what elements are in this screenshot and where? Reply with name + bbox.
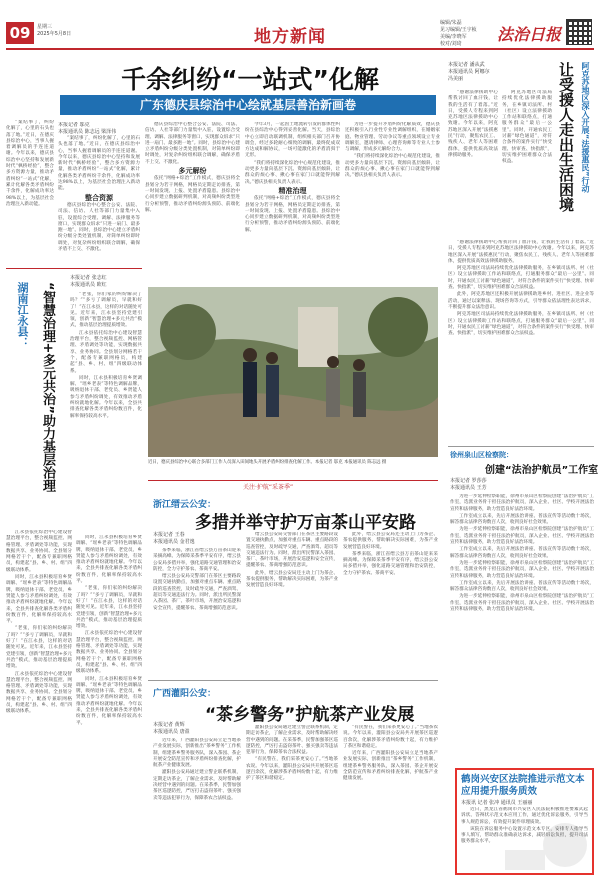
focus-story2-col-2 <box>246 725 338 875</box>
focus-story1-col-3 <box>343 532 438 676</box>
left-col-text <box>6 120 54 260</box>
paragraph: “案结事了，纠纷化解了，心里的石头也落了地。”近日，在德庆县综治中心，当事人握着调解员的手连连道谢。今年以来，德庆县综治中心坚持和发展新时代“枫桥经验”，整合多方资源力量，推动矛盾纠纷“一站式”化解，累计化解各类矛盾纠纷千余件，化解成功率达98%以上，为基层社会治理注入新动能。 <box>6 120 54 207</box>
editor-line: 编辑/朱磊 <box>440 20 462 26</box>
byline: 本报记者 罗莎莎 <box>450 478 487 484</box>
news-photo <box>148 287 438 457</box>
main-story-col-2 <box>145 122 240 282</box>
focus-story1-bylines <box>153 532 203 546</box>
main-story-col-4 <box>345 122 440 282</box>
focus-story2-col-1 <box>153 738 241 875</box>
page-date <box>37 24 71 38</box>
paragraph: 依托“网格+综治”工作模式，德庆县将全县划分为若干网格，网格员定期走访排查，第一时间发现、上报、处置矛盾隐患。县综治中心同步建立数据研判机制，对高频纠纷类型进行分析预警，推动矛盾纠纷源头预防、前端化解。 <box>145 176 240 213</box>
focus-story1-col-1 <box>153 548 241 676</box>
qr-code-icon <box>566 19 592 45</box>
subhead: 精准治理 <box>278 186 307 195</box>
editor-line: 校对/刘琦 <box>440 41 462 47</box>
byline: 本报通讯员 金君逸 <box>153 539 195 545</box>
paragraph: 灌阳县公安局通过建立警企联系机制，定期走访茶企，了解企业需求，及时帮助解决经营中遇到的问题。在采茶季，民警加强茶区巡逻防控，严厉打击盗窃茶叶、强买强卖等违法犯罪行为，保障茶农合法权益。 <box>153 770 241 801</box>
main-story-col-3 <box>245 122 340 282</box>
paragraph: “有民警在，我们采茶更安心了。”当地茶农说。今年以来，灌阳县公安局共开展茶区巡逻百余次，化解涉茶矛盾纠纷数十起，有力维护了茶区和谐稳定。 <box>343 725 438 749</box>
paragraph: 茶季来临，浙江省缙云县万亩茶山迎来采摘高峰。为保障采茶季平安有序，缙云县公安局多措并举，强化道路交通管理和治安防控，全力守护茶农、茶商平安。 <box>153 548 241 572</box>
left-story-col-c <box>76 535 142 875</box>
paragraph: 此外，缙云县公安局还主动上门为茶企、茶农提供服务，帮助解决实际困难，为茶产业发展营造良好环境。 <box>246 570 338 589</box>
photo-caption: 近日，德庆县综治中心联合多部门工作人员深入田间地头开展矛盾纠纷排查化解工作。本报记者 邬克 本报通讯员 陈志远 摄 <box>148 460 387 465</box>
right-story2-bylines <box>450 478 590 492</box>
paragraph: 江永县依托综治中心建设智慧治理平台，整合视频监控、网格管理、矛盾调处等功能，实现数据共享、业务协同。全县划分网格若干个，配备专兼职网格员，构建起“县、乡、村、组”四级联动体系。 <box>6 530 72 573</box>
right-story-col-c <box>448 240 594 440</box>
paragraph: “我们将持续深化综治中心规范化建设，推动更多力量向基层下沉、资源向基层倾斜，让群众的烦心事、揪心事在家门口就能得到解决。”德庆县相关负责人表示。 <box>345 154 440 179</box>
decorative-watermark-icon <box>495 815 590 875</box>
paragraph: 为进一步延伸检察职能，徐州市泉山区检察院创建“法治护航员”工作室，选派业务骨干担任法治护航员，深入企业、社区、学校开展法治宣传和法律服务，助力营造良好法治环境。 <box>450 527 594 546</box>
paragraph: 该院在诉讼服务中心设置示范文本专区，安排专人指导当事人填写，帮助群众准确表达诉求，减轻诉讼负担，提升司法服务群众水平。 <box>461 826 588 845</box>
paragraph: “老张，你们家的纠纷解决了吗？”“多亏了调解员，早就和好了！”在江永县，这样的对话随处可见。近年来，江永县坚持党建引领，创新“智慧治理+多元共治”模式，推动基层治理提质增效。 <box>70 292 142 329</box>
byline: 本报通讯员 王芳 <box>450 485 487 491</box>
right-story2-body <box>450 494 594 762</box>
header-rule <box>6 48 594 50</box>
paragraph: “案结事了，纠纷化解了，心里的石头也落了地。”近日，在德庆县综治中心，当事人握着调解员的手连连道谢。今年以来，德庆县综治中心坚持和发展新时代“枫桥经验”，整合多方资源力量，推动矛盾纠纷“一站式”化解，累计化解各类矛盾纠纷千余件，化解成功率达98%以上，为基层社会治理注入新动能。 <box>58 136 140 192</box>
editors-list <box>440 20 477 48</box>
byline: 本报通讯员 唐盈 <box>153 729 190 735</box>
paragraph: 灌阳县公安局通过建立警企联系机制，定期走访茶企，了解企业需求，及时帮助解决经营中遇到的问题。在采茶季，民警加强茶区巡逻防控，严厉打击盗窃茶叶、强买强卖等违法犯罪行为，保障茶农合法权益。 <box>246 725 338 756</box>
paragraph: 德庆县综治中心整合公安、法院、司法、信访、人社等部门力量集中入驻，设置综合受理、调解、法律服务等窗口，实现群众诉求“只进一扇门、最多跑一地”。同时，县综治中心建立矛盾纠纷分级分类处置机制，对简单纠纷即时调处，对复杂纠纷组织联合调解，确保矛盾不上交、不激化。 <box>145 122 240 165</box>
paragraph: 缙云县公安局交警部门在茶区主要路段设置交通执勤点，加强对重点车辆、重点路段的巡查管控，及时疏导交通，严查酒驾、超员等交通违法行为。同时，派出所民警深入茶园、茶厂、茶叶市场，开展治安巡逻和安全宣传，提醒茶农、茶商增强防范意识。 <box>153 574 241 611</box>
main-headline: 千余纠纷“一站式”化解 <box>121 65 379 94</box>
byline: 本报记者 黄辉 <box>153 722 185 728</box>
focus-section-bar <box>148 480 438 492</box>
byline: 本报记者 张志红 <box>70 275 107 281</box>
paragraph: 同时，江永县积极培育乡贤调解、“瑶乡老表”等特色调解品牌，吸纳退休干部、老党员、乡贤能人参与矛盾纠纷调处，有效推动矛盾纠纷就地化解。今年以来，全县共排查化解各类矛盾纠纷数百件，化解率保持较高水平。 <box>70 375 142 419</box>
paragraph: 为进一步延伸检察职能，徐州市泉山区检察院创建“法治护航员”工作室，选派业务骨干担任法治护航员，深入企业、社区、学校开展法治宣传和法律服务，助力营造良好法治环境。 <box>450 594 594 613</box>
section-divider <box>148 680 438 681</box>
paragraph: “感谢法律援助中心帮我讨回了血汗钱，让我的生活有了着落。”近日，受援人专程来到阿克苏地区法律援助中心致谢。今年以来，阿克苏地区深入开展“法援惠民”行动，聚焦农民工、残疾人、老年人等困难群体，提供优质高效法律援助服务。 <box>448 90 498 158</box>
highlighted-story-byline: 本报讯 记者 张冲 通讯员 王丽丽 <box>461 800 533 806</box>
main-story-col-1 <box>58 122 140 270</box>
section-divider <box>448 446 594 447</box>
right-story-col-b <box>502 90 552 235</box>
photo-illustration <box>148 287 438 457</box>
page-number: 09 <box>6 22 34 44</box>
focus-label: 关注·护航“采茶季” <box>243 484 294 491</box>
section-title: 地方新闻 <box>254 27 326 47</box>
focus-story2-kicker: 广西灌阳公安： <box>153 689 217 699</box>
paragraph: 近日，黑龙江省鹤岗市兴安区人民法院积极推进要素式起诉状、答辩状示范文本应用工作，通过优化诉讼服务，引导当事人规范诉讼，有效提升案件审理质效。 <box>461 807 588 825</box>
paragraph: 为进一步提升矛盾纠纷化解质效，德庆县还积极引入行业性专业性调解组织，在婚姻家庭、物业管理、劳动争议等重点领域设立专业调解室，邀请律师、心理咨询师等专业人士参与调解，形成多元解纷合力。 <box>345 122 440 153</box>
focus-story1-col-2 <box>246 532 338 676</box>
section-divider <box>6 268 142 269</box>
right-story-col-a <box>448 90 498 235</box>
paragraph: 今年3月，一起因土地流转引发的群体性纠纷在县综治中心得到妥善化解。当天，县综治中心立即启动联调机制，组织相关部门召开协调会，经过多轮耐心细致的调解，最终促成双方达成和解协议，一场可能激化的矛盾消弭于无形。 <box>245 122 340 159</box>
paragraph: 阿克苏地区司法局持续优化法律援助服务，在乡镇司法所、村（社区）设立法律援助工作站和联络点，打通服务群众“最后一公里”。同时，开通农民工讨薪“绿色通道”，对符合条件的案件实行“快受理、快审查、快指派”，切实维护困难群众合法权益。 <box>448 266 594 291</box>
paragraph: 为进一步延伸检察职能，徐州市泉山区检察院创建“法治护航员”工作室，选派业务骨干担任法治护航员，深入企业、社区、学校开展法治宣传和法律服务，助力营造良好法治环境。 <box>450 494 594 512</box>
paragraph: 工作室成立以来，先后开展法治讲座、普法宣传等活动数十场次，解答群众法律咨询数百人次，收到良好社会效果。 <box>450 513 594 526</box>
right-story2-title: 创建“法治护航员”工作室 <box>485 465 599 476</box>
paragraph: “老张，你们家的纠纷解决了吗？”“多亏了调解员，早就和好了！”在江永县，这样的对话随处可见。近年来，江永县坚持党建引领，创新“智慧治理+多元共治”模式，推动基层治理提质增效。 <box>6 626 72 670</box>
main-subheadline: 广东德庆县综治中心绘就基层善治新画卷 <box>60 95 436 115</box>
paragraph: “老张，你们家的纠纷解决了吗？”“多亏了调解员，早就和好了！”在江永县，这样的对话随处可见。近年来，江永县坚持党建引领，创新“智慧治理+多元共治”模式，推动基层治理提质增效。 <box>76 586 142 630</box>
paragraph: 江永县依托综治中心建设智慧治理平台，整合视频监控、网格管理、矛盾调处等功能，实现数据共享、业务协同。全县划分网格若干个，配备专兼职网格员，构建起“县、乡、村、组”四级联动体系。 <box>70 330 142 374</box>
paragraph: “有民警在，我们采茶更安心了。”当地茶农说。今年以来，灌阳县公安局共开展茶区巡逻百余次，化解涉茶矛盾纠纷数十起，有力维护了茶区和谐稳定。 <box>246 757 338 782</box>
paragraph: 江永县依托综治中心建设智慧治理平台，整合视频监控、网格管理、矛盾调处等功能，实现数据共享、业务协同。全县划分网格若干个，配备专兼职网格员，构建起“县、乡、村、组”四级联动体系。 <box>6 671 72 715</box>
subhead: 整合资源 <box>85 193 113 202</box>
paragraph: 缙云县公安局交警部门在茶区主要路段设置交通执勤点，加强对重点车辆、重点路段的巡查管控，及时疏导交通，严查酒驾、超员等交通违法行为。同时，派出所民警深入茶园、茶厂、茶叶市场，开展治安巡逻和安全宣传，提醒茶农、茶商增强防范意识。 <box>246 532 338 569</box>
byline: 冯美丽 <box>448 76 464 82</box>
focus-story2-bylines <box>153 722 203 736</box>
paragraph: “感谢法律援助中心帮我讨回了血汗钱，让我的生活有了着落。”近日，受援人专程来到阿克苏地区法律援助中心致谢。今年以来，阿克苏地区深入开展“法援惠民”行动，聚焦农民工、残疾人、老年人等困难群体，提供优质高效法律援助服务。 <box>448 240 594 264</box>
paragraph: 此外，缙云县公安局还主动上门为茶企、茶农提供服务，帮助解决实际困难，为茶产业发展营造良好环境。 <box>343 532 438 550</box>
paragraph: 阿克苏地区司法局持续优化法律援助服务，在乡镇司法所、村（社区）设立法律援助工作站和联络点，打通服务群众“最后一公里”。同时，开通农民工讨薪“绿色通道”，对符合条件的案件实行“快受理、快审查、快指派”，切实维护困难群众合法权益。 <box>502 90 552 165</box>
left-story-title-1: 湖南江永县： <box>16 282 29 348</box>
paragraph: 为进一步延伸检察职能，徐州市泉山区检察院创建“法治护航员”工作室，选派业务骨干担任法治护航员，深入企业、社区、学校开展法治宣传和法律服务，助力营造良好法治环境。 <box>450 560 594 579</box>
paragraph: 同时，江永县积极培育乡贤调解、“瑶乡老表”等特色调解品牌，吸纳退休干部、老党员、乡贤能人参与矛盾纠纷调处，有效推动矛盾纠纷就地化解。今年以来，全县共排查化解各类矛盾纠纷数百件，化解率保持较高水平。 <box>76 535 142 585</box>
editor-line: 见习编辑/王宇桢 <box>440 27 477 33</box>
paragraph: 茶季来临，浙江省缙云县万亩茶山迎来采摘高峰。为保障采茶季平安有序，缙云县公安局多措并举，强化道路交通管理和治安防控，全力守护茶农、茶商平安。 <box>343 551 438 576</box>
byline: 本报通讯员 陈志远 梁泽伟 <box>58 129 117 135</box>
byline: 本报通讯员 阿娜尔 <box>448 69 490 75</box>
paragraph: 同时，江永县积极培育乡贤调解、“瑶乡老表”等特色调解品牌，吸纳退休干部、老党员、乡贤能人参与矛盾纠纷调处，有效推动矛盾纠纷就地化解。今年以来，全县共排查化解各类矛盾纠纷数百件，化解率保持较高水平。 <box>76 676 142 726</box>
paragraph: 近年来，广西灌阳县公安局立足当地茶产业发展实际，创新推出“茶乡警务”工作机制，组建茶乡警务服务队，深入茶园、茶企开展安全防范宣传和矛盾纠纷排查化解，护航茶产业健康发展。 <box>343 751 438 782</box>
focus-story1-kicker: 浙江缙云公安： <box>153 500 217 510</box>
paragraph: 德庆县综治中心整合公安、法院、司法、信访、人社等部门力量集中入驻，设置综合受理、调解、法律服务等窗口，实现群众诉求“只进一扇门、最多跑一地”。同时，县综治中心建立矛盾纠纷分级分类处置机制，对简单纠纷即时调处，对复杂纠纷组织联合调解，确保矛盾不上交、不激化。 <box>58 202 140 253</box>
right-story-title: 让受援人走出生活困境 <box>557 62 575 212</box>
paragraph: 工作室成立以来，先后开展法治讲座、普法宣传等活动数十场次，解答群众法律咨询数百人次，收到良好社会效果。 <box>450 580 594 593</box>
paragraph: 同时，江永县积极培育乡贤调解、“瑶乡老表”等特色调解品牌，吸纳退休干部、老党员、乡贤能人参与矛盾纠纷调处，有效推动矛盾纠纷就地化解。今年以来，全县共排查化解各类矛盾纠纷数百件，化解率保持较高水平。 <box>6 575 72 625</box>
left-story-col-a <box>70 292 142 532</box>
byline: 本报记者 潘从武 <box>448 62 485 68</box>
right-story-bylines <box>448 62 498 83</box>
left-main-col <box>6 120 54 260</box>
subhead: 多元解纷 <box>178 167 207 176</box>
left-story-bylines <box>70 275 142 289</box>
highlighted-story-title: 鹤岗兴安区法院推进示范文本应用提升服务质效 <box>461 774 585 797</box>
byline: 本报记者 邬克 <box>58 122 90 128</box>
newspaper-logo: 法治日报 <box>497 25 562 44</box>
paragraph: 依托“网格+综治”工作模式，德庆县将全县划分为若干网格，网格员定期走访排查，第一时间发现、上报、处置矛盾隐患。县综治中心同步建立数据研判机制，对高频纠纷类型进行分析预警，推动矛盾纠纷源头预防、前端化解。 <box>245 196 340 233</box>
paragraph: 近年来，广西灌阳县公安局立足当地茶产业发展实际，创新推出“茶乡警务”工作机制，组建茶乡警务服务队，深入茶园、茶企开展安全防范宣传和矛盾纠纷排查化解，护航茶产业健康发展。 <box>153 738 241 769</box>
paragraph: 此外，阿克苏地区还积极开展法律援助进乡村、进社区、进企业等活动，通过以案释法、现场咨询等方式，引导群众依法理性表达诉求，不断提升群众法治意识。 <box>448 292 594 310</box>
byline: 本报记者 王春 <box>153 532 185 538</box>
byline: 本报通讯员 欧红 <box>70 282 107 288</box>
paragraph: “我们将持续深化综治中心规范化建设，推动更多力量向基层下沉、资源向基层倾斜，让群众的烦心事、揪心事在家门口就能得到解决。”德庆县相关负责人表示。 <box>245 160 340 185</box>
date-weekday: 星期三 <box>37 24 53 30</box>
focus-story1-title: 多措并举守护万亩茶山平安路 <box>195 513 416 533</box>
date-full: 2025年5月8日 <box>37 31 72 37</box>
right-story2-kicker: 徐州泉山区检察院： <box>450 451 513 459</box>
right-story-kicker: 阿克苏地区深入开展“法援惠民”行动 <box>581 62 590 193</box>
paragraph: 工作室成立以来，先后开展法治讲座、普法宣传等活动数十场次，解答群众法律咨询数百人次，收到良好社会效果。 <box>450 547 594 559</box>
focus-story2-col-3 <box>343 725 438 875</box>
editor-line: 美编/李晓军 <box>440 34 467 40</box>
left-story-title-2: “智慧治理+多元共治”助力基层治理 <box>40 282 55 492</box>
paragraph: 阿克苏地区司法局持续优化法律援助服务，在乡镇司法所、村（社区）设立法律援助工作站和联络点，打通服务群众“最后一公里”。同时，开通农民工讨薪“绿色通道”，对符合条件的案件实行“快受理、快审查、快指派”，切实维护困难群众合法权益。 <box>448 312 594 337</box>
paragraph: 江永县依托综治中心建设智慧治理平台，整合视频监控、网格管理、矛盾调处等功能，实现数据共享、业务协同。全县划分网格若干个，配备专兼职网格员，构建起“县、乡、村、组”四级联动体系。 <box>76 631 142 675</box>
focus-story2-title: “茶乡警务”护航茶产业发展 <box>205 705 415 725</box>
left-story-col-b <box>6 530 72 875</box>
